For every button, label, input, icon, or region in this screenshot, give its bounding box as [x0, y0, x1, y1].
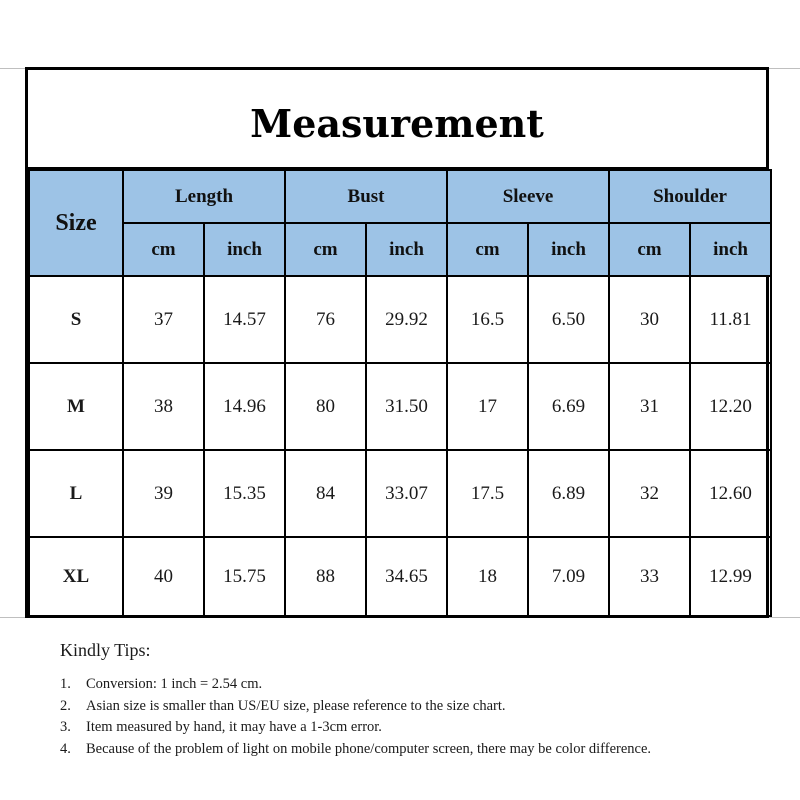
list-item [60, 717, 760, 739]
shoulder-header: Shoulder [609, 170, 771, 223]
table-cell: 6.50 [528, 276, 609, 363]
tips-list [60, 674, 760, 760]
table-cell: 39 [123, 450, 204, 537]
size-label: XL [29, 537, 123, 616]
table-cell: 31.50 [366, 363, 447, 450]
tip-number: 2. [60, 697, 71, 714]
table-cell: 6.69 [528, 363, 609, 450]
tips-title: Kindly Tips: [60, 640, 151, 660]
table-cell: 29.92 [366, 276, 447, 363]
table-cell: 6.89 [528, 450, 609, 537]
unit-header-row [29, 223, 771, 276]
list-item [60, 696, 760, 718]
table-cell: 17.5 [447, 450, 528, 537]
table-row [29, 450, 771, 537]
chart-title: Measurement [28, 70, 766, 169]
unit-header: cm [447, 223, 528, 276]
table-cell: 84 [285, 450, 366, 537]
table-cell: 76 [285, 276, 366, 363]
table-row [29, 276, 771, 363]
size-table [28, 169, 772, 617]
table-cell: 31 [609, 363, 690, 450]
list-item [60, 674, 760, 696]
table-cell: 14.96 [204, 363, 285, 450]
tip-text: Because of the problem of light on mobile phone/computer screen, there may be color difference. [86, 740, 652, 757]
size-chart [25, 67, 769, 618]
length-header: Length [123, 170, 285, 223]
tip-text: Conversion: 1 inch = 2.54 cm. [86, 676, 263, 692]
tip-number: 1. [60, 676, 71, 692]
tip-number: 3. [60, 719, 71, 735]
table-row [29, 537, 771, 616]
size-label: M [29, 363, 123, 450]
unit-header: cm [609, 223, 690, 276]
unit-header: inch [690, 223, 771, 276]
table-cell: 18 [447, 537, 528, 616]
unit-header: cm [285, 223, 366, 276]
group-header-row [29, 170, 771, 223]
unit-header: inch [528, 223, 609, 276]
table-cell: 15.35 [204, 450, 285, 537]
table-cell: 11.81 [690, 276, 771, 363]
tip-text: Item measured by hand, it may have a 1-3cm error. [86, 719, 382, 735]
table-cell: 33 [609, 537, 690, 616]
table-cell: 88 [285, 537, 366, 616]
table-cell: 12.99 [690, 537, 771, 616]
kindly-tips [60, 640, 760, 760]
size-label: S [29, 276, 123, 363]
table-cell: 32 [609, 450, 690, 537]
table-cell: 15.75 [204, 537, 285, 616]
table-cell: 14.57 [204, 276, 285, 363]
table-cell: 30 [609, 276, 690, 363]
unit-header: cm [123, 223, 204, 276]
table-cell: 12.60 [690, 450, 771, 537]
table-cell: 40 [123, 537, 204, 616]
tip-number: 4. [60, 740, 71, 757]
table-row [29, 363, 771, 450]
bust-header: Bust [285, 170, 447, 223]
table-cell: 80 [285, 363, 366, 450]
table-cell: 7.09 [528, 537, 609, 616]
size-column-header: Size [29, 170, 123, 276]
table-cell: 17 [447, 363, 528, 450]
unit-header: inch [204, 223, 285, 276]
table-cell: 38 [123, 363, 204, 450]
table-cell: 33.07 [366, 450, 447, 537]
list-item [60, 739, 760, 761]
sleeve-header: Sleeve [447, 170, 609, 223]
table-cell: 37 [123, 276, 204, 363]
table-cell: 12.20 [690, 363, 771, 450]
tip-text: Asian size is smaller than US/EU size, please reference to the size chart. [86, 697, 506, 714]
table-cell: 16.5 [447, 276, 528, 363]
size-label: L [29, 450, 123, 537]
unit-header: inch [366, 223, 447, 276]
table-cell: 34.65 [366, 537, 447, 616]
